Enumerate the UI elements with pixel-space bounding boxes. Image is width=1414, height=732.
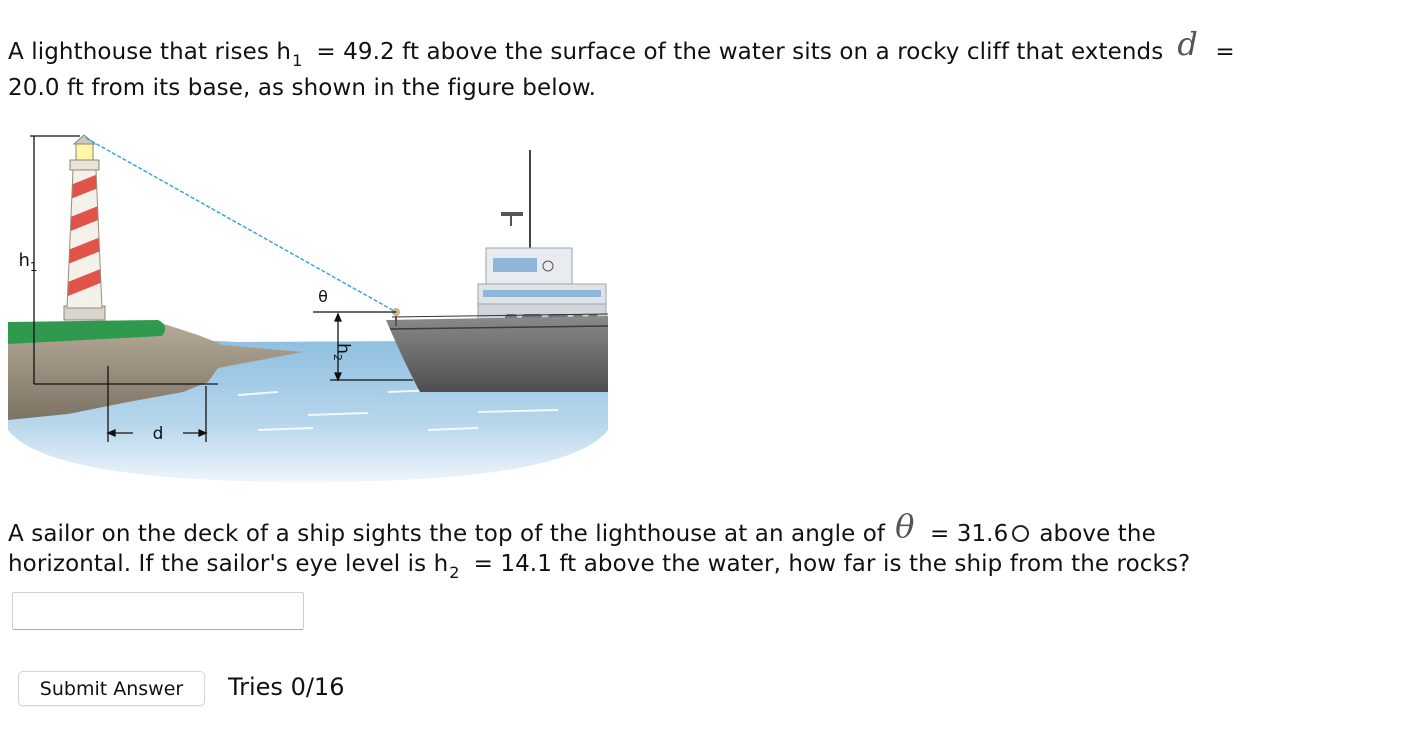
label-h2: $h_2$ — [331, 343, 353, 361]
answer-input[interactable] — [12, 592, 304, 630]
degree-icon — [1012, 525, 1029, 542]
h1-subscript: 1 — [292, 51, 303, 70]
intro-equals: = — [1215, 39, 1235, 65]
submit-answer-button[interactable]: Submit Answer — [18, 671, 205, 706]
question-text-c: above the — [1039, 521, 1156, 547]
sight-line — [86, 138, 396, 312]
intro-text-d: 20.0 ft from its base, as shown in the figure below. — [8, 75, 597, 101]
question-text-a: A sailor on the deck of a ship sights the top of the lighthouse at an angle of — [8, 521, 886, 547]
question-text-e: = 14.1 ft above the water, how far is the ship from the rocks? — [473, 551, 1191, 577]
question-paragraph — [8, 507, 1194, 582]
lighthouse-ship-figure — [8, 130, 608, 482]
label-theta: θ — [318, 287, 328, 306]
lighthouse — [63, 135, 108, 320]
theta-symbol: θ — [895, 507, 915, 545]
label-d: d — [152, 424, 164, 444]
intro-paragraph — [8, 25, 1235, 106]
h2-subscript: 2 — [449, 563, 460, 582]
question-angle-value: = 31.6 — [929, 521, 1009, 547]
intro-text-b: = 49.2 ft above the surface of the water sits on a rocky cliff that extends — [316, 39, 1164, 65]
question-text-d: horizontal. If the sailor's eye level is h — [8, 551, 449, 577]
ship — [386, 150, 608, 392]
d-symbol: d — [1177, 25, 1198, 63]
label-h1: $h_1$ — [18, 250, 38, 274]
question-line-1 — [8, 507, 1194, 548]
question-line-2 — [8, 546, 1194, 582]
intro-line-1 — [8, 25, 1235, 70]
tries-counter: Tries 0/16 — [228, 673, 345, 701]
intro-line-2 — [8, 70, 1235, 106]
intro-text-a: A lighthouse that rises h — [8, 39, 292, 65]
